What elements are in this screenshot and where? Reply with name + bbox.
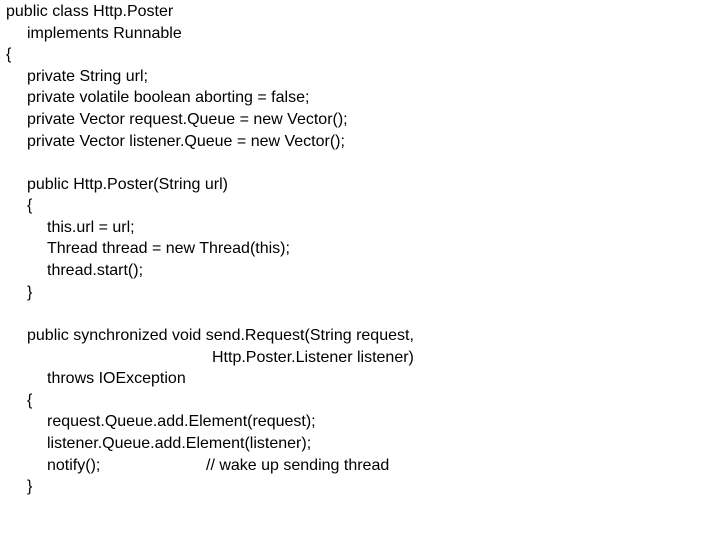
code-line-assign-url: this.url = url; (47, 219, 135, 236)
code-line-constructor-signature: public Http.Poster(String url) (27, 176, 228, 193)
code-line-add-listener: listener.Queue.add.Element(listener); (47, 435, 312, 452)
code-line-method-close-brace: } (27, 478, 33, 495)
code-line-field-aborting: private volatile boolean aborting = false; (27, 89, 310, 106)
code-comment-wake-up: // wake up sending thread (206, 457, 390, 474)
code-line-field-request-queue: private Vector request.Queue = new Vector(); (27, 111, 348, 128)
code-line-thread-start: thread.start(); (47, 262, 144, 279)
code-line-constructor-open-brace: { (27, 197, 33, 214)
code-line-constructor-close-brace: } (27, 284, 33, 301)
code-line-send-request-listener-param: Http.Poster.Listener listener) (212, 349, 414, 366)
code-line-class-open-brace: { (6, 46, 12, 63)
code-line-method-open-brace: { (27, 392, 33, 409)
code-line-class-declaration: public class Http.Poster (6, 3, 174, 20)
code-line-throws-clause: throws IOException (47, 370, 186, 387)
code-line-add-request: request.Queue.add.Element(request); (47, 413, 316, 430)
code-line-notify: notify(); (47, 457, 101, 474)
code-line-field-listener-queue: private Vector listener.Queue = new Vector(); (27, 133, 345, 150)
code-line-implements: implements Runnable (27, 25, 182, 42)
code-line-send-request-signature: public synchronized void send.Request(String request, (27, 327, 414, 344)
code-line-field-url: private String url; (27, 68, 148, 85)
code-line-new-thread: Thread thread = new Thread(this); (47, 240, 290, 257)
